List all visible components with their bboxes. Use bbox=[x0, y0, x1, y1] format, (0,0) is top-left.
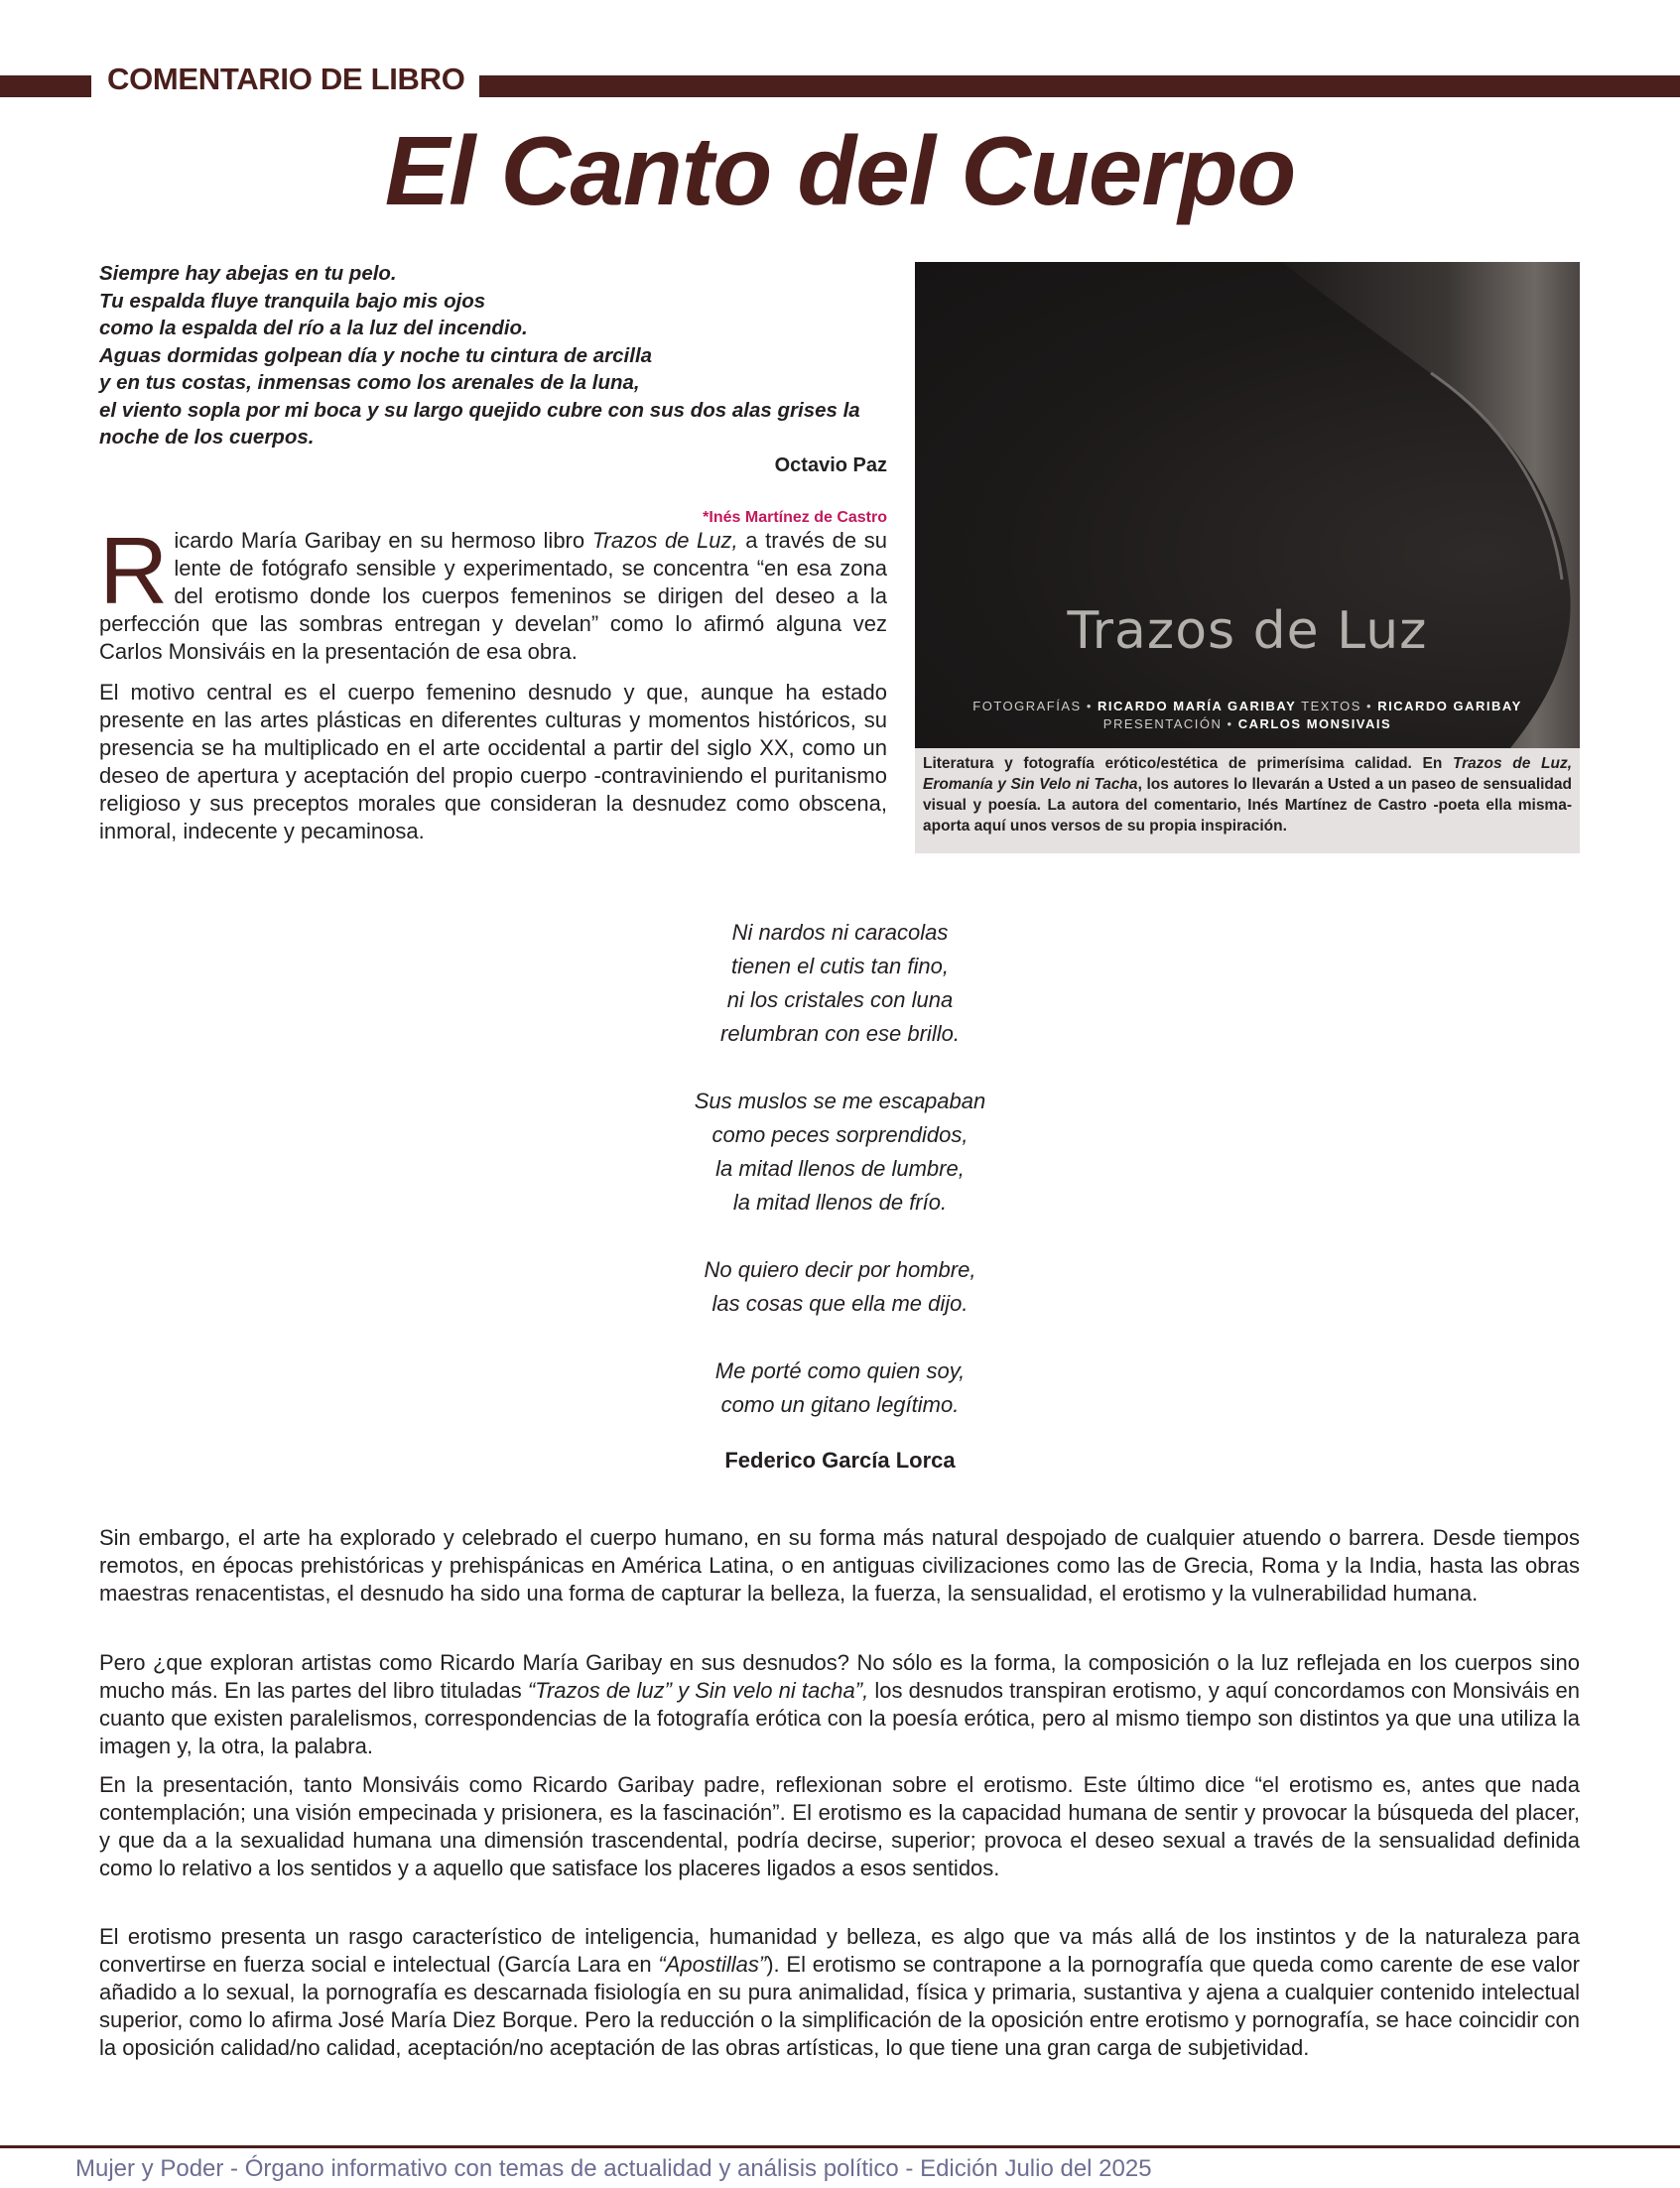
poem-line: la mitad llenos de frío. bbox=[732, 1190, 948, 1215]
epigraph-author: Octavio Paz bbox=[774, 454, 887, 476]
body-paragraph: El erotismo presenta un rasgo característico de inteligencia, humanidad y belleza, es algo que va más allá de los instintos y de la naturaleza para convertirse en fuerza social e intelectual (García Lara en “Apostillas”). El erotismo se contrapone a la pornografía que queda como carente de ese valor añadido a lo sexual, la pornografía es descarnada fisiología en su pura animalidad, física y primaria, sustantiva y ajena a cualquier contenido intelectual superior, como lo afirma José María Diez Borque. Pero la reducción o la simplificación de la oposición entre erotismo y pornografía, se hace coincidir con la oposición calidad/no calidad, aceptación/no aceptación de las obras artísticas, lo que tiene una gran carga de subjetividad. bbox=[99, 1924, 1580, 2060]
epigraph-line: el viento sopla por mi boca y su largo quejido cubre con sus dos alas grises la bbox=[99, 398, 860, 422]
epigraph-line: y en tus costas, inmensas como los arenales de la luna, bbox=[99, 371, 640, 394]
book-title-ref: Trazos de Luz, bbox=[591, 528, 738, 553]
poem-line: la mitad llenos de lumbre, bbox=[715, 1156, 965, 1181]
poem-stanza bbox=[556, 1354, 1124, 1422]
body-paragraph: Sin embargo, el arte ha explorado y celebrado el cuerpo humano, en su forma más natural despojado de cualquier atuendo o barrera. Desde tiempos remotos, en épocas prehistóricas y prehispánicas en América Latina, o en antiguas civilizaciones como las de Grecia, Roma y la India, hasta las obras maestras renacentistas, el desnudo ha sido una forma de capturar la belleza, la fuerza, la sensualidad, el erotismo y la vulnerabilidad humana. bbox=[99, 1525, 1580, 1606]
poem-line: Ni nardos ni caracolas bbox=[731, 920, 949, 945]
poem-stanza bbox=[556, 1253, 1124, 1321]
image-caption: Literatura y fotografía erótico/estética de primerísima calidad. En Trazos de Luz, Eromanía y Sin Velo ni Tacha, los autores lo llevarán a Usted a un paseo de sensualidad visual y poesía. La autora del comentario, Inés Martínez de Castro -poeta ella misma- aporta aquí unos versos de su propia inspiración. bbox=[923, 755, 1573, 835]
book-cover-image bbox=[915, 262, 1580, 748]
footer-rule bbox=[0, 2145, 1680, 2148]
header-bar-right bbox=[479, 75, 1680, 97]
poem-line: las cosas que ella me dijo. bbox=[711, 1291, 969, 1316]
poem-line: ni los cristales con luna bbox=[726, 987, 954, 1012]
intro-paragraph bbox=[99, 518, 887, 666]
poem bbox=[556, 916, 1124, 1456]
epigraph-line: Siempre hay abejas en tu pelo. bbox=[99, 262, 397, 285]
article-byline: *Inés Martínez de Castro bbox=[703, 509, 887, 526]
epigraph-line: como la espalda del río a la luz del incendio. bbox=[99, 317, 528, 339]
footer-text: Mujer y Poder - Órgano informativo con temas de actualidad y análisis político - Edición Julio del 2025 bbox=[75, 2155, 1152, 2182]
cover-credits: FOTOGRAFÍAS • RICARDO MARÍA GARIBAY TEXTOS • RICARDO GARIBAY bbox=[972, 699, 1522, 713]
body-paragraph: El motivo central es el cuerpo femenino desnudo y que, aunque ha estado presente en las artes plásticas en diferentes culturas y momentos históricos, su presencia se ha multiplicado en el arte occidental a partir del siglo XX, como un deseo de apertura y aceptación del propio cuerpo -contraviniendo el puritanismo religioso y sus preceptos morales que consideran la desnudez como obscena, inmoral, indecente y pecaminosa. bbox=[99, 680, 887, 843]
intro-text: icardo María Garibay en su hermoso libro bbox=[174, 528, 592, 553]
poem-line: Me porté como quien soy, bbox=[714, 1358, 966, 1383]
poem-line: relumbran con ese brillo. bbox=[720, 1021, 960, 1046]
poem-stanza bbox=[556, 916, 1124, 1051]
drop-cap: R bbox=[99, 518, 169, 624]
poem-line: tienen el cutis tan fino, bbox=[731, 954, 949, 978]
poem-line: como peces sorprendidos, bbox=[711, 1122, 969, 1147]
body-paragraph: Pero ¿que exploran artistas como Ricardo María Garibay en sus desnudos? No sólo es la forma, la composición o la luz reflejada en los cuerpos sino mucho más. En las partes del libro tituladas “Trazos de luz” y Sin velo ni tacha”, los desnudos transpiran erotismo, y aquí concordamos con Monsiváis en cuanto que existen paralelismos, correspondencias de la fotografía erótica con la poesía erótica, pero al mismo tiempo son distintos ya que una utiliza la imagen y, la otra, la palabra. bbox=[99, 1650, 1581, 1758]
header-bar-left bbox=[0, 75, 91, 97]
section-label: COMENTARIO DE LIBRO bbox=[107, 62, 465, 96]
poem-line: como un gitano legítimo. bbox=[720, 1392, 960, 1417]
cover-credits: PRESENTACIÓN • CARLOS MONSIVAIS bbox=[1102, 716, 1392, 731]
cover-title: Trazos de Luz bbox=[1067, 601, 1428, 661]
intro-text: a través de su lente de fotógrafo sensible y experimentado, se concentra “en esa zona del erotismo donde los cuerpos femeninos se dirigen del deseo a la perfección que las sombras entregan y develan” como lo afirmó alguna vez Carlos Monsiváis en la presentación de esa obra. bbox=[99, 528, 887, 664]
epigraph bbox=[99, 260, 893, 451]
epigraph-line: noche de los cuerpos. bbox=[99, 426, 315, 449]
epigraph-line: Aguas dormidas golpean día y noche tu cintura de arcilla bbox=[99, 343, 653, 367]
body-paragraph: En la presentación, tanto Monsiváis como Ricardo Garibay padre, reflexionan sobre el erotismo. Este último dice “el erotismo es, antes que nada contemplación; una visión empecinada y prisionera, es la fascinación”. El erotismo es la capacidad humana de sentir y provocar la búsqueda del placer, y que da a la sexualidad humana una dimensión trascendental, podría decirse, superior; provoca el deseo sexual a través de la sensualidad definida como lo relativo a los sentidos y a aquello que satisface los placeres ligados a esos sentidos. bbox=[99, 1772, 1580, 1880]
poem-line: No quiero decir por hombre, bbox=[704, 1257, 976, 1282]
page-title: El Canto del Cuerpo bbox=[384, 116, 1296, 225]
epigraph-line: Tu espalda fluye tranquila bajo mis ojos bbox=[99, 289, 486, 313]
poem-author: Federico García Lorca bbox=[724, 1448, 956, 1473]
poem-line: Sus muslos se me escapaban bbox=[694, 1089, 986, 1113]
poem-stanza bbox=[556, 1085, 1124, 1220]
cover-silhouette bbox=[915, 262, 1580, 748]
